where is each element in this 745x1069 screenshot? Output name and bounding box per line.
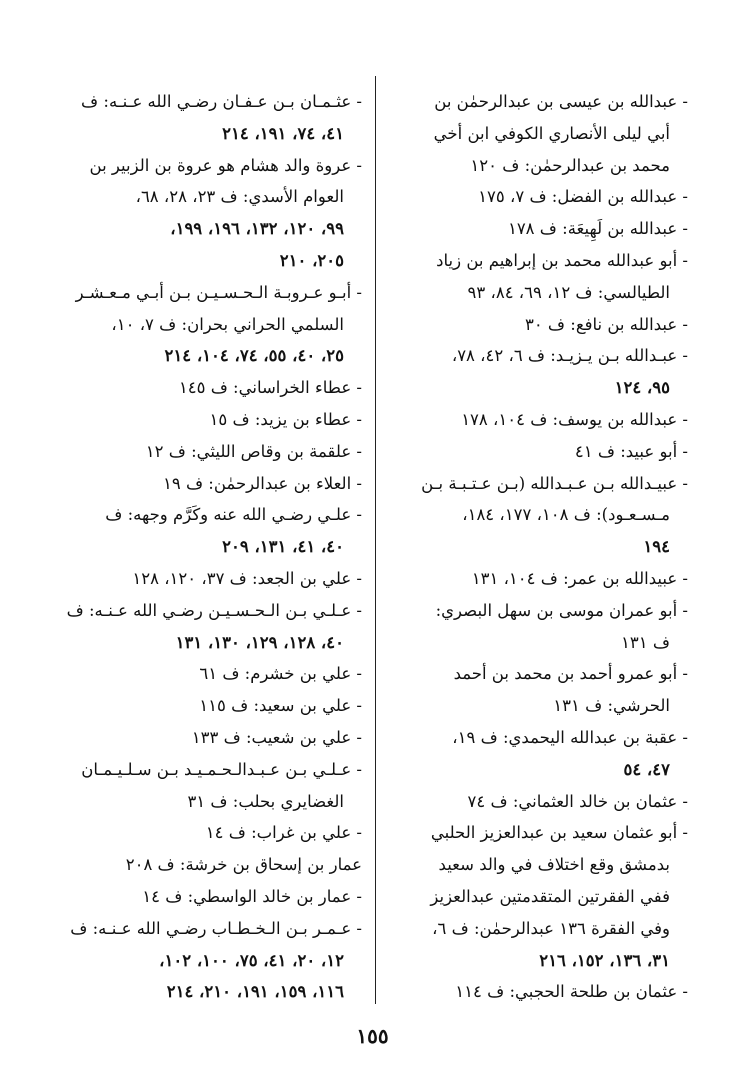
entry-continuation-line: ١٢، ٢٠، ٤١، ٧٥، ١٠٠، ١٠٢،	[159, 950, 344, 970]
index-entry	[64, 404, 362, 436]
entry-heading-line: - عبدالله بن لَهِيعَة: ف ١٧٨	[507, 219, 688, 239]
entry-heading-line: - علي بن الجعد: ف ٣٧، ١٢٠، ١٢٨	[132, 568, 362, 588]
index-entry	[390, 817, 688, 976]
index-entry	[64, 913, 362, 1008]
index-entry	[64, 881, 362, 913]
entry-continuation-line: مـسـعـود): ف ١٠٨، ١٧٧، ١٨٤،	[462, 505, 670, 525]
index-entry	[390, 213, 688, 245]
entry-heading-line: - عبيدالله بن عمر: ف ١٠٤، ١٣١	[471, 568, 688, 588]
index-entry	[64, 372, 362, 404]
entry-continuation-line: بدمشق وقع اختلاف في والد سعيد	[438, 855, 670, 875]
entry-heading-line: - أبو عبدالله محمد بن إبراهيم بن زياد	[436, 250, 688, 270]
entry-continuation-line: ٤٧، ٥٤	[623, 759, 670, 779]
index-entry	[390, 658, 688, 722]
entry-continuation-line: ٢٠٥، ٢١٠	[279, 250, 344, 270]
entry-heading-line: - عطاء الخراساني: ف ١٤٥	[178, 378, 362, 398]
index-entry	[390, 404, 688, 436]
entry-continuation-line: العوام الأسدي: ف ٢٣، ٢٨، ٦٨،	[135, 187, 344, 207]
index-entry	[64, 499, 362, 563]
entry-heading-line: - أبو عمران موسى بن سهل البصري:	[435, 600, 688, 620]
index-entry	[390, 245, 688, 309]
index-entry	[64, 436, 362, 468]
entry-heading-line: - علـي رضـي الله عنه وكَرَّم وجهه: ف	[105, 505, 362, 525]
entry-continuation-line: ٤١، ٧٤، ١٩١، ٢١٤	[222, 123, 344, 143]
entry-heading-line: - علقمة بن وقاص الليثي: ف ١٢	[145, 441, 362, 461]
entry-heading-line: - عبـدالله بـن يـزيـد: ف ٦، ٤٢، ٧٨،	[451, 346, 688, 366]
entry-continuation-line: الحرشي: ف ١٣١	[553, 696, 670, 716]
entry-heading-line: - أبو عبيد: ف ٤١	[574, 441, 688, 461]
entry-heading-line: - أبو عثمان سعيد بن عبدالعزيز الحلبي	[430, 823, 688, 843]
entry-heading-line: - عثـمـان بـن عـفـان رضـي الله عـنـه: ف	[81, 92, 362, 111]
entry-heading-line: - عثمان بن طلحة الحجبي: ف ١١٤	[455, 982, 688, 1002]
entry-continuation-line: ٤٠، ٤١، ١٣١، ٢٠٩	[222, 537, 344, 557]
index-entry	[64, 277, 362, 372]
entry-continuation-line: ٩٥، ١٢٤	[614, 378, 670, 398]
entry-heading-line: - عقبة بن عبدالله اليحمدي: ف ١٩،	[452, 727, 688, 747]
index-entry	[64, 563, 362, 595]
left-column	[64, 86, 362, 1008]
index-entry	[64, 722, 362, 754]
entry-continuation-line: الطيالسي: ف ١٢، ٦٩، ٨٤، ٩٣	[467, 282, 670, 302]
index-entry	[64, 754, 362, 818]
right-column	[390, 86, 688, 1008]
entry-continuation-line: محمد بن عبدالرحمٰن: ف ١٢٠	[470, 155, 670, 175]
index-entry	[64, 817, 362, 849]
entry-heading-line: - علي بن غراب: ف ١٤	[205, 823, 362, 843]
index-entry	[64, 690, 362, 722]
page-number: ١٥٥	[356, 1024, 389, 1048]
index-entry	[64, 468, 362, 500]
index-columns	[64, 86, 688, 1006]
entry-continuation-line: ٢٥، ٤٠، ٥٥، ٧٤، ١٠٤، ٢١٤	[164, 346, 344, 366]
index-entry	[390, 436, 688, 468]
entry-continuation-line: ٣١، ١٣٦، ١٥٢، ٢١٦	[539, 950, 670, 970]
index-entry	[390, 595, 688, 659]
entry-continuation-line: وفي الفقرة ١٣٦ عبدالرحمٰن: ف ٦،	[432, 918, 670, 938]
entry-continuation-line: ٤٠، ١٢٨، ١٢٩، ١٣٠، ١٣١	[175, 632, 344, 652]
index-entry	[390, 309, 688, 341]
index-entry	[64, 150, 362, 277]
entry-heading-line: - عمار بن خالد الواسطي: ف ١٤	[142, 886, 362, 906]
entry-continuation-line: ففي الفقرتين المتقدمتين عبدالعزيز	[430, 886, 670, 906]
entry-heading-line: - عبدالله بن الفضل: ف ٧، ١٧٥	[478, 187, 688, 207]
entry-continuation-line: ف ١٣١	[621, 632, 670, 652]
index-entry	[64, 86, 362, 150]
entry-heading-line: - عبدالله بن نافع: ف ٣٠	[524, 314, 688, 334]
entry-continuation-line: الغضايري بحلب: ف ٣١	[187, 791, 344, 811]
index-entry	[390, 86, 688, 181]
entry-heading-line: - عبدالله بن يوسف: ف ١٠٤، ١٧٨	[461, 409, 688, 429]
entry-heading-line: - عروة والد هشام هو عروة بن الزبير بن	[89, 155, 362, 175]
index-entry	[390, 976, 688, 1008]
entry-heading-line: - عبيـدالله بـن عـبـدالله (بـن عـتـبـة بـن	[421, 473, 688, 493]
entry-continuation-line: ١١٦، ١٥٩، ١٩١، ٢١٠، ٢١٤	[166, 982, 344, 1002]
entry-heading-line: - عـمـر بـن الـخـطـاب رضـي الله عـنـه: ف	[70, 918, 362, 938]
entry-heading-line: - عـلـي بـن عـبـدالـحـمـيـد بـن سـلـيـمـان	[81, 759, 362, 779]
index-entry	[390, 722, 688, 786]
entry-heading-line: - علي بن شعيب: ف ١٣٣	[191, 727, 362, 747]
entry-heading-line: - علي بن سعيد: ف ١١٥	[199, 696, 362, 716]
entry-heading-line: - عثمان بن خالد العثماني: ف ٧٤	[467, 791, 688, 811]
entry-heading-line: - أبـو عـروبـة الـحـسـيـن بـن أبـي مـعـشـر	[75, 282, 362, 302]
entry-heading-line: - عطاء بن يزيد: ف ١٥	[209, 409, 362, 429]
index-entry	[390, 340, 688, 404]
index-entry	[390, 181, 688, 213]
entry-heading-line: - علي بن خشرم: ف ٦١	[199, 664, 362, 684]
index-entry	[390, 563, 688, 595]
index-entry	[390, 468, 688, 563]
entry-continuation-line: أبي ليلى الأنصاري الكوفي ابن أخي	[433, 123, 670, 143]
index-entry	[64, 658, 362, 690]
entry-heading-line: - أبو عمرو أحمد بن محمد بن أحمد	[453, 664, 688, 684]
entry-continuation-line: السلمي الحراني بحران: ف ٧، ١٠،	[111, 314, 344, 334]
entry-continuation-line: ٩٩، ١٢٠، ١٣٢، ١٩٦، ١٩٩،	[170, 219, 344, 239]
entry-continuation-line: ١٩٤	[643, 537, 670, 557]
entry-heading-line: عمار بن إسحاق بن خرشة: ف ٢٠٨	[125, 855, 362, 875]
entry-heading-line: - عبدالله بن عيسى بن عبدالرحمٰن بن	[434, 92, 688, 111]
index-entry	[390, 786, 688, 818]
index-entry	[64, 595, 362, 659]
entry-heading-line: - عـلـي بـن الـحـسـيـن رضـي الله عـنـه: ف	[66, 600, 362, 620]
index-entry	[64, 849, 362, 881]
entry-heading-line: - العلاء بن عبدالرحمٰن: ف ١٩	[162, 473, 362, 493]
